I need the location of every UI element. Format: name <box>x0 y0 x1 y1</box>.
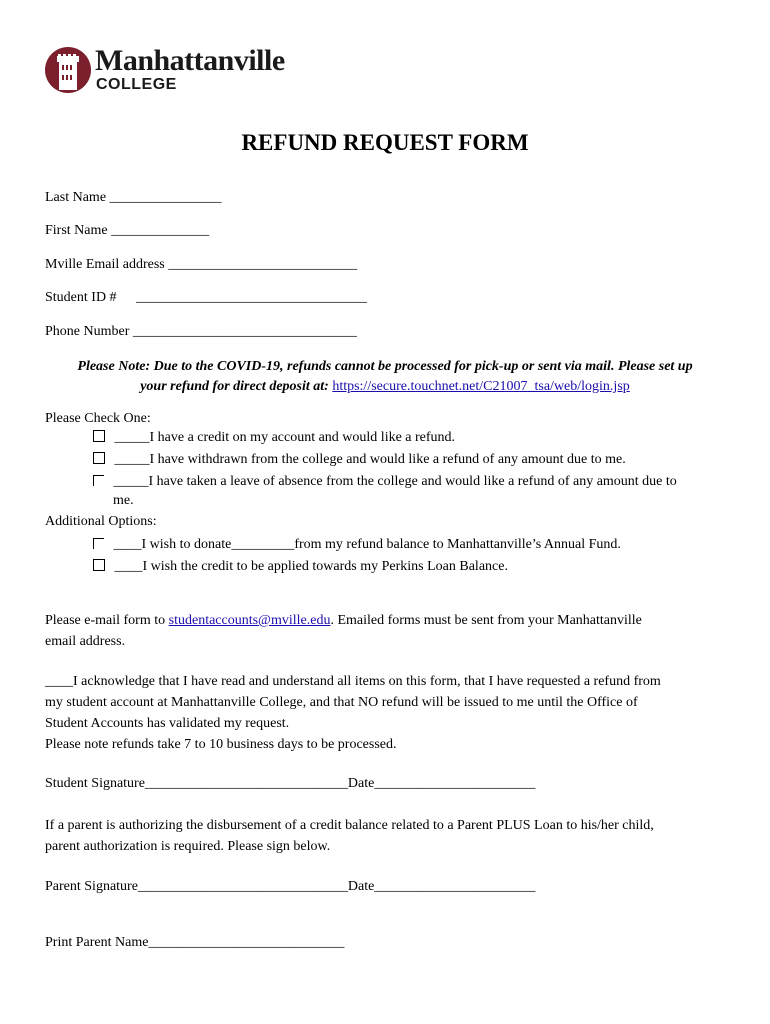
checkbox[interactable] <box>93 430 105 442</box>
logo-wordmark: Manhattanville <box>95 44 285 77</box>
ack-line-4: Please note refunds take 7 to 10 business days to be processed. <box>45 737 397 752</box>
college-logo <box>44 44 344 94</box>
refund-option-credit[interactable] <box>93 429 455 447</box>
student-id-field[interactable]: _________________________________ <box>136 290 367 305</box>
tower-emblem-icon <box>44 46 92 94</box>
first-name-field[interactable]: First Name ______________ <box>45 223 210 238</box>
option-label: ____I wish to donate_________from my refund balance to Manhattanville’s Annual Fund. <box>113 537 621 552</box>
print-parent-name-line[interactable]: Print Parent Name____________________________ <box>45 935 345 950</box>
parent-note-line-2: parent authorization is required. Please sign below. <box>45 839 331 854</box>
student-id-label: Student ID # <box>45 290 117 305</box>
option-perkins[interactable] <box>93 558 508 576</box>
note-line-2 <box>40 377 730 397</box>
email-text-after: . Emailed forms must be sent from your Manhattanville <box>330 613 642 628</box>
ack-line-3: Student Accounts has validated my request. <box>45 716 290 731</box>
covid-note <box>40 357 730 397</box>
acknowledgement <box>45 671 735 755</box>
checkbox[interactable] <box>93 452 105 464</box>
checkbox[interactable] <box>93 538 104 549</box>
parent-note-line-1: If a parent is authorizing the disbursement of a credit balance related to a Parent PLUS Loan to his/her child, <box>45 818 654 833</box>
parent-signature-line[interactable]: Parent Signature______________________________Date_______________________ <box>45 879 536 894</box>
ack-line-1[interactable]: ____I acknowledge that I have read and understand all items on this form, that I have requested a refund from <box>45 674 661 689</box>
checkbox[interactable] <box>93 475 104 486</box>
option-donate[interactable] <box>93 536 621 554</box>
parent-authorization-note <box>45 815 735 857</box>
ack-line-2: my student account at Manhattanville College, and that NO refund will be issued to me until the Office of <box>45 695 638 710</box>
note-line-2-text: your refund for direct deposit at: <box>140 379 329 394</box>
email-text-before: Please e-mail form to <box>45 613 169 628</box>
option-label: ____I wish the credit to be applied towards my Perkins Loan Balance. <box>114 559 508 574</box>
additional-options-label: Additional Options: <box>45 514 157 529</box>
form-title: REFUND REQUEST FORM <box>241 130 529 155</box>
phone-field[interactable]: Phone Number ________________________________ <box>45 324 357 339</box>
last-name-field[interactable]: Last Name ________________ <box>45 190 222 205</box>
email-instructions <box>45 610 735 652</box>
refund-option-leave[interactable] <box>93 473 677 491</box>
refund-option-withdrawn[interactable] <box>93 451 626 469</box>
logo-subtitle: COLLEGE <box>96 76 177 93</box>
checkbox[interactable] <box>93 559 105 571</box>
option-label: _____I have taken a leave of absence from the college and would like a refund of any amount due to <box>113 474 677 489</box>
email-field[interactable]: Mville Email address ___________________________ <box>45 257 358 272</box>
email-text-line2: email address. <box>45 634 126 649</box>
note-line-1: Please Note: Due to the COVID-19, refunds cannot be processed for pick-up or sent via mail. Please set up <box>77 359 693 374</box>
option-label-wrap: me. <box>113 493 134 508</box>
student-signature-line[interactable]: Student Signature_____________________________Date_______________________ <box>45 776 536 791</box>
check-one-label: Please Check One: <box>45 411 151 426</box>
option-label: _____I have a credit on my account and would like a refund. <box>114 430 456 445</box>
option-label: _____I have withdrawn from the college and would like a refund of any amount due to me. <box>114 452 626 467</box>
student-accounts-email-link[interactable]: studentaccounts@mville.edu <box>168 613 331 628</box>
direct-deposit-link[interactable]: https://secure.touchnet.net/C21007_tsa/web/login.jsp <box>332 379 630 394</box>
